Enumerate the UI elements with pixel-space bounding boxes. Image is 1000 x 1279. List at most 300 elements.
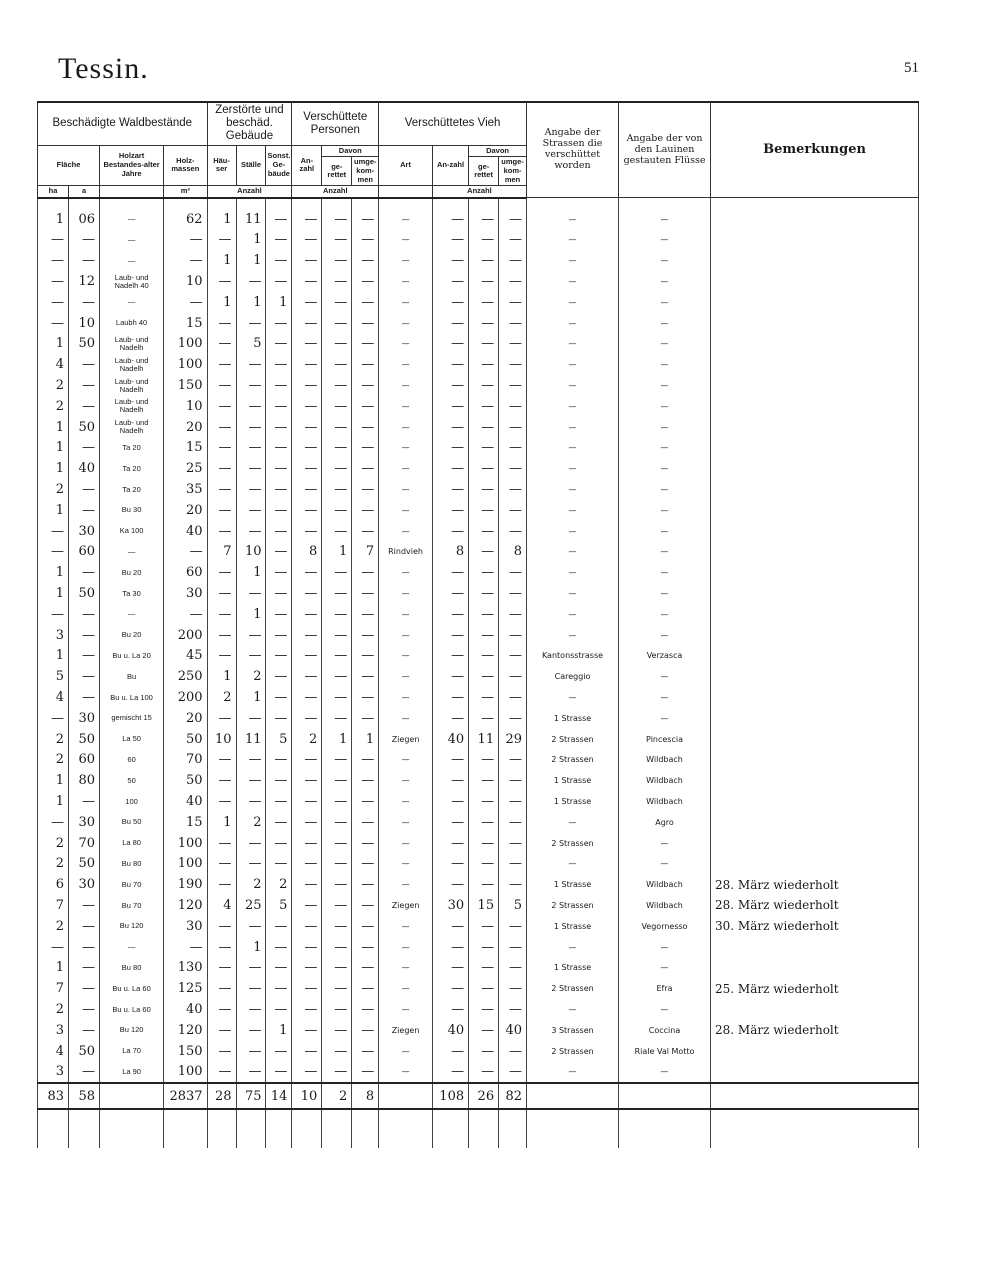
table-body bbox=[38, 198, 919, 1148]
cell-personen-umgekommen: — bbox=[352, 417, 379, 438]
cell-flaeche-a: 30 bbox=[69, 874, 100, 895]
cell-flaeche-a: 40 bbox=[69, 458, 100, 479]
cell-haeuser: — bbox=[207, 479, 236, 500]
cell-fluesse: — bbox=[619, 417, 711, 438]
cell-vieh-art: — bbox=[379, 666, 433, 687]
cell-flaeche-a: — bbox=[69, 562, 100, 583]
cell-flaeche-a: — bbox=[69, 791, 100, 812]
cell-holzart: — bbox=[100, 292, 164, 313]
cell-haeuser: — bbox=[207, 833, 236, 854]
cell-haeuser: — bbox=[207, 313, 236, 334]
cell-personen-gerettet: — bbox=[322, 957, 352, 978]
cell-holzmassen: 130 bbox=[164, 957, 207, 978]
cell-strassen: — bbox=[527, 562, 619, 583]
cell-vieh-gerettet: — bbox=[469, 479, 499, 500]
cell-staelle: — bbox=[236, 500, 266, 521]
cell-sonstige: — bbox=[266, 209, 292, 230]
cell-personen-anzahl: — bbox=[292, 521, 322, 542]
cell-vieh-anzahl: — bbox=[432, 209, 468, 230]
cell-vieh-art: Ziegen bbox=[379, 895, 433, 916]
cell-bemerkungen bbox=[711, 791, 919, 812]
cell-sonstige: — bbox=[266, 271, 292, 292]
cell-holzmassen: 120 bbox=[164, 1020, 207, 1041]
cell-personen-anzahl: — bbox=[292, 375, 322, 396]
cell-haeuser: — bbox=[207, 354, 236, 375]
cell-flaeche-a: — bbox=[69, 500, 100, 521]
cell-haeuser: — bbox=[207, 230, 236, 251]
unit-jahre-blank bbox=[100, 186, 164, 198]
cell-staelle: — bbox=[236, 438, 266, 459]
cell-flaeche-a: — bbox=[69, 292, 100, 313]
cell-holzmassen: 20 bbox=[164, 417, 207, 438]
cell-holzmassen: 100 bbox=[164, 1061, 207, 1083]
cell-vieh-gerettet: — bbox=[469, 1020, 499, 1041]
cell-fluesse: Agro bbox=[619, 812, 711, 833]
cell-vieh-gerettet: — bbox=[469, 583, 499, 604]
cell-vieh-anzahl: — bbox=[432, 687, 468, 708]
cell-strassen: — bbox=[527, 853, 619, 874]
cell-sonstige: — bbox=[266, 770, 292, 791]
cell-fluesse: — bbox=[619, 687, 711, 708]
cell-vieh-gerettet: — bbox=[469, 791, 499, 812]
cell-personen-gerettet bbox=[322, 198, 352, 209]
cell-sonstige: — bbox=[266, 812, 292, 833]
cell-haeuser bbox=[207, 198, 236, 209]
cell-personen-anzahl: — bbox=[292, 500, 322, 521]
cell-staelle: 11 bbox=[236, 729, 266, 750]
cell-staelle: 10 bbox=[236, 542, 266, 563]
cell-flaeche-ha: — bbox=[38, 542, 69, 563]
cell-flaeche-a: 80 bbox=[69, 770, 100, 791]
page-number: 51 bbox=[904, 60, 919, 76]
cell-vieh-anzahl: — bbox=[432, 708, 468, 729]
cell-haeuser: — bbox=[207, 521, 236, 542]
cell-vieh-anzahl: — bbox=[432, 770, 468, 791]
cell-bemerkungen bbox=[711, 583, 919, 604]
cell-vieh-art: — bbox=[379, 500, 433, 521]
cell-vieh-art bbox=[379, 1109, 433, 1148]
cell-vieh-anzahl: — bbox=[432, 583, 468, 604]
cell-vieh-gerettet: — bbox=[469, 271, 499, 292]
cell-vieh-anzahl: — bbox=[432, 562, 468, 583]
cell-fluesse: Riale Val Motto bbox=[619, 1041, 711, 1062]
cell-vieh-umgekommen: — bbox=[499, 853, 527, 874]
table-row bbox=[38, 458, 919, 479]
cell-bemerkungen bbox=[711, 666, 919, 687]
cell-vieh-umgekommen: — bbox=[499, 417, 527, 438]
header-personen: Verschüttete Personen bbox=[292, 102, 379, 145]
cell-vieh-gerettet: — bbox=[469, 978, 499, 999]
cell-vieh-gerettet: 26 bbox=[469, 1083, 499, 1109]
cell-staelle: — bbox=[236, 978, 266, 999]
cell-vieh-art: — bbox=[379, 687, 433, 708]
header-personen-umgekommen: umge-kom-men bbox=[352, 157, 379, 186]
cell-sonstige: — bbox=[266, 500, 292, 521]
cell-flaeche-a: — bbox=[69, 479, 100, 500]
cell-haeuser: — bbox=[207, 438, 236, 459]
cell-vieh-umgekommen: — bbox=[499, 687, 527, 708]
cell-holzart: Bu bbox=[100, 666, 164, 687]
cell-holzmassen bbox=[164, 1109, 207, 1148]
cell-personen-gerettet: 2 bbox=[322, 1083, 352, 1109]
cell-flaeche-ha: 1 bbox=[38, 562, 69, 583]
cell-holzmassen: 100 bbox=[164, 354, 207, 375]
cell-vieh-gerettet: 11 bbox=[469, 729, 499, 750]
cell-sonstige: — bbox=[266, 916, 292, 937]
cell-holzmassen: 200 bbox=[164, 625, 207, 646]
cell-fluesse: — bbox=[619, 250, 711, 271]
cell-flaeche-ha: 4 bbox=[38, 1041, 69, 1062]
cell-vieh-anzahl: — bbox=[432, 978, 468, 999]
cell-vieh-anzahl: — bbox=[432, 666, 468, 687]
cell-strassen bbox=[527, 1109, 619, 1148]
cell-personen-umgekommen: — bbox=[352, 479, 379, 500]
cell-personen-gerettet: — bbox=[322, 583, 352, 604]
cell-holzmassen: 40 bbox=[164, 999, 207, 1020]
cell-personen-umgekommen: — bbox=[352, 646, 379, 667]
cell-holzart bbox=[100, 1083, 164, 1109]
cell-vieh-gerettet: — bbox=[469, 770, 499, 791]
cell-sonstige bbox=[266, 1109, 292, 1148]
cell-personen-gerettet: — bbox=[322, 562, 352, 583]
header-haeuser: Häu-ser bbox=[207, 145, 236, 186]
cell-flaeche-ha: 2 bbox=[38, 916, 69, 937]
cell-bemerkungen bbox=[711, 1109, 919, 1148]
cell-vieh-gerettet: — bbox=[469, 708, 499, 729]
cell-vieh-anzahl: — bbox=[432, 791, 468, 812]
table-row bbox=[38, 604, 919, 625]
cell-strassen: — bbox=[527, 313, 619, 334]
cell-sonstige: — bbox=[266, 853, 292, 874]
cell-flaeche-a: — bbox=[69, 1061, 100, 1083]
cell-flaeche-a: — bbox=[69, 250, 100, 271]
cell-personen-umgekommen: — bbox=[352, 791, 379, 812]
cell-vieh-umgekommen bbox=[499, 198, 527, 209]
cell-vieh-anzahl: — bbox=[432, 354, 468, 375]
cell-personen-umgekommen: — bbox=[352, 1041, 379, 1062]
cell-holzart: Laubh 40 bbox=[100, 313, 164, 334]
cell-flaeche-a: 50 bbox=[69, 729, 100, 750]
cell-strassen: — bbox=[527, 521, 619, 542]
cell-personen-gerettet: — bbox=[322, 666, 352, 687]
cell-holzart: Laub- und Nadelh bbox=[100, 354, 164, 375]
cell-personen-anzahl: — bbox=[292, 604, 322, 625]
cell-haeuser: — bbox=[207, 396, 236, 417]
cell-strassen: — bbox=[527, 292, 619, 313]
cell-fluesse: — bbox=[619, 562, 711, 583]
cell-personen-gerettet: — bbox=[322, 292, 352, 313]
cell-personen-umgekommen: — bbox=[352, 292, 379, 313]
cell-flaeche-ha: — bbox=[38, 271, 69, 292]
cell-holzart: Bu u. La 60 bbox=[100, 978, 164, 999]
unit-anzahl-gebaeude: Anzahl bbox=[207, 186, 292, 198]
cell-personen-gerettet: — bbox=[322, 937, 352, 958]
cell-staelle: 11 bbox=[236, 209, 266, 230]
cell-staelle: 2 bbox=[236, 812, 266, 833]
cell-vieh-art: — bbox=[379, 978, 433, 999]
cell-vieh-umgekommen: — bbox=[499, 521, 527, 542]
cell-personen-umgekommen: — bbox=[352, 957, 379, 978]
cell-haeuser: — bbox=[207, 562, 236, 583]
cell-sonstige: — bbox=[266, 458, 292, 479]
cell-flaeche-ha: 5 bbox=[38, 666, 69, 687]
cell-vieh-gerettet: — bbox=[469, 750, 499, 771]
cell-sonstige: 2 bbox=[266, 874, 292, 895]
cell-personen-umgekommen: — bbox=[352, 895, 379, 916]
cell-bemerkungen: 25. März wiederholt bbox=[711, 978, 919, 999]
cell-personen-anzahl: — bbox=[292, 957, 322, 978]
cell-strassen: 2 Strassen bbox=[527, 1041, 619, 1062]
cell-vieh-anzahl: — bbox=[432, 334, 468, 355]
cell-vieh-umgekommen: — bbox=[499, 708, 527, 729]
cell-fluesse: Coccina bbox=[619, 1020, 711, 1041]
cell-vieh-umgekommen: — bbox=[499, 999, 527, 1020]
cell-personen-gerettet: — bbox=[322, 354, 352, 375]
cell-flaeche-a: — bbox=[69, 438, 100, 459]
cell-personen-gerettet: — bbox=[322, 978, 352, 999]
cell-holzmassen: 15 bbox=[164, 438, 207, 459]
cell-holzmassen bbox=[164, 198, 207, 209]
cell-flaeche-ha bbox=[38, 198, 69, 209]
cell-fluesse: — bbox=[619, 396, 711, 417]
cell-haeuser: — bbox=[207, 375, 236, 396]
cell-holzmassen: 50 bbox=[164, 770, 207, 791]
cell-personen-gerettet: — bbox=[322, 521, 352, 542]
cell-strassen: 1 Strasse bbox=[527, 791, 619, 812]
header-flaeche: Fläche bbox=[38, 145, 100, 186]
cell-sonstige: 5 bbox=[266, 729, 292, 750]
table-row bbox=[38, 708, 919, 729]
cell-sonstige: — bbox=[266, 937, 292, 958]
cell-personen-anzahl: — bbox=[292, 812, 322, 833]
cell-sonstige: — bbox=[266, 479, 292, 500]
cell-holzmassen: 20 bbox=[164, 708, 207, 729]
cell-flaeche-a: 70 bbox=[69, 833, 100, 854]
cell-sonstige: 5 bbox=[266, 895, 292, 916]
cell-vieh-umgekommen: 40 bbox=[499, 1020, 527, 1041]
cell-flaeche-a: — bbox=[69, 895, 100, 916]
cell-bemerkungen bbox=[711, 646, 919, 667]
cell-personen-gerettet: — bbox=[322, 625, 352, 646]
cell-vieh-anzahl: — bbox=[432, 396, 468, 417]
cell-personen-gerettet: — bbox=[322, 417, 352, 438]
header-gebaeude: Zerstörte und beschäd. Gebäude bbox=[207, 102, 292, 145]
cell-personen-anzahl: — bbox=[292, 271, 322, 292]
cell-haeuser: 1 bbox=[207, 250, 236, 271]
cell-strassen: — bbox=[527, 375, 619, 396]
cell-personen-anzahl: — bbox=[292, 853, 322, 874]
table-row bbox=[38, 978, 919, 999]
cell-bemerkungen: 28. März wiederholt bbox=[711, 1020, 919, 1041]
cell-personen-gerettet: — bbox=[322, 1061, 352, 1083]
cell-personen-anzahl: — bbox=[292, 417, 322, 438]
cell-strassen: — bbox=[527, 500, 619, 521]
cell-vieh-gerettet: — bbox=[469, 1041, 499, 1062]
cell-sonstige: — bbox=[266, 1061, 292, 1083]
cell-personen-gerettet: — bbox=[322, 770, 352, 791]
cell-vieh-gerettet: — bbox=[469, 542, 499, 563]
cell-vieh-umgekommen: — bbox=[499, 458, 527, 479]
cell-sonstige: — bbox=[266, 438, 292, 459]
cell-personen-gerettet: — bbox=[322, 334, 352, 355]
cell-personen-gerettet: — bbox=[322, 375, 352, 396]
cell-flaeche-ha: 7 bbox=[38, 895, 69, 916]
cell-flaeche-ha: 3 bbox=[38, 1061, 69, 1083]
cell-vieh-gerettet: — bbox=[469, 1061, 499, 1083]
cell-personen-umgekommen: — bbox=[352, 750, 379, 771]
table-row bbox=[38, 1020, 919, 1041]
cell-strassen: Kantonsstrasse bbox=[527, 646, 619, 667]
cell-haeuser: — bbox=[207, 957, 236, 978]
cell-personen-umgekommen: — bbox=[352, 770, 379, 791]
cell-bemerkungen bbox=[711, 1061, 919, 1083]
cell-holzart: — bbox=[100, 209, 164, 230]
cell-personen-gerettet: — bbox=[322, 708, 352, 729]
cell-fluesse: — bbox=[619, 957, 711, 978]
cell-bemerkungen bbox=[711, 209, 919, 230]
cell-strassen: — bbox=[527, 583, 619, 604]
cell-flaeche-a: 30 bbox=[69, 708, 100, 729]
cell-sonstige: — bbox=[266, 833, 292, 854]
cell-staelle: — bbox=[236, 916, 266, 937]
cell-vieh-gerettet: — bbox=[469, 209, 499, 230]
cell-vieh-gerettet: — bbox=[469, 625, 499, 646]
cell-holzart: gemischt 15 bbox=[100, 708, 164, 729]
cell-vieh-gerettet: — bbox=[469, 438, 499, 459]
cell-vieh-umgekommen: — bbox=[499, 812, 527, 833]
cell-personen-gerettet: — bbox=[322, 750, 352, 771]
cell-holzmassen: — bbox=[164, 542, 207, 563]
cell-vieh-art bbox=[379, 1083, 433, 1109]
unit-ha: ha bbox=[38, 186, 69, 198]
cell-vieh-art: — bbox=[379, 334, 433, 355]
cell-fluesse: — bbox=[619, 1061, 711, 1083]
cell-vieh-art: — bbox=[379, 937, 433, 958]
cell-vieh-umgekommen: — bbox=[499, 937, 527, 958]
cell-holzart: Bu 70 bbox=[100, 895, 164, 916]
cell-vieh-gerettet: — bbox=[469, 458, 499, 479]
cell-fluesse: — bbox=[619, 999, 711, 1020]
cell-vieh-art: — bbox=[379, 458, 433, 479]
cell-holzmassen: 120 bbox=[164, 895, 207, 916]
cell-vieh-art: — bbox=[379, 750, 433, 771]
cell-vieh-umgekommen: 29 bbox=[499, 729, 527, 750]
cell-personen-umgekommen: — bbox=[352, 354, 379, 375]
cell-bemerkungen: 30. März wiederholt bbox=[711, 916, 919, 937]
cell-strassen: — bbox=[527, 230, 619, 251]
cell-personen-umgekommen: — bbox=[352, 271, 379, 292]
cell-vieh-umgekommen: — bbox=[499, 833, 527, 854]
table-row bbox=[38, 354, 919, 375]
cell-staelle: — bbox=[236, 521, 266, 542]
cell-vieh-umgekommen: — bbox=[499, 604, 527, 625]
cell-flaeche-ha: — bbox=[38, 812, 69, 833]
cell-vieh-gerettet: — bbox=[469, 313, 499, 334]
table-row bbox=[38, 1041, 919, 1062]
cell-strassen: 3 Strassen bbox=[527, 1020, 619, 1041]
cell-staelle: — bbox=[236, 646, 266, 667]
cell-vieh-art: — bbox=[379, 417, 433, 438]
cell-holzart: Bu u. La 60 bbox=[100, 999, 164, 1020]
cell-holzart: Bu 120 bbox=[100, 916, 164, 937]
cell-flaeche-a: 10 bbox=[69, 313, 100, 334]
cell-personen-umgekommen: 8 bbox=[352, 1083, 379, 1109]
cell-fluesse: Wildbach bbox=[619, 750, 711, 771]
cell-haeuser: — bbox=[207, 625, 236, 646]
cell-strassen: — bbox=[527, 937, 619, 958]
cell-staelle: — bbox=[236, 853, 266, 874]
cell-haeuser: 2 bbox=[207, 687, 236, 708]
damage-table bbox=[37, 101, 919, 1148]
cell-bemerkungen bbox=[711, 458, 919, 479]
table-row bbox=[38, 812, 919, 833]
cell-flaeche-a: 06 bbox=[69, 209, 100, 230]
cell-personen-gerettet: — bbox=[322, 500, 352, 521]
cell-vieh-anzahl: — bbox=[432, 625, 468, 646]
cell-strassen: — bbox=[527, 542, 619, 563]
cell-strassen: 2 Strassen bbox=[527, 729, 619, 750]
cell-holzmassen: — bbox=[164, 292, 207, 313]
cell-personen-umgekommen: — bbox=[352, 833, 379, 854]
cell-flaeche-a: — bbox=[69, 230, 100, 251]
cell-holzmassen: 40 bbox=[164, 791, 207, 812]
cell-staelle: — bbox=[236, 791, 266, 812]
cell-fluesse: — bbox=[619, 438, 711, 459]
cell-vieh-anzahl: — bbox=[432, 417, 468, 438]
cell-personen-anzahl: 2 bbox=[292, 729, 322, 750]
cell-personen-gerettet: — bbox=[322, 250, 352, 271]
cell-holzart: — bbox=[100, 937, 164, 958]
table-row bbox=[38, 791, 919, 812]
cell-flaeche-ha: 2 bbox=[38, 729, 69, 750]
cell-vieh-art bbox=[379, 198, 433, 209]
cell-haeuser: — bbox=[207, 417, 236, 438]
cell-holzart: Ka 100 bbox=[100, 521, 164, 542]
cell-flaeche-a: 60 bbox=[69, 542, 100, 563]
cell-holzmassen: 125 bbox=[164, 978, 207, 999]
cell-flaeche-ha: 1 bbox=[38, 334, 69, 355]
cell-personen-anzahl: — bbox=[292, 396, 322, 417]
cell-flaeche-ha: 2 bbox=[38, 853, 69, 874]
cell-vieh-anzahl: — bbox=[432, 604, 468, 625]
cell-bemerkungen bbox=[711, 833, 919, 854]
cell-flaeche-ha: — bbox=[38, 230, 69, 251]
cell-sonstige: — bbox=[266, 542, 292, 563]
cell-strassen: — bbox=[527, 812, 619, 833]
header-vieh: Verschüttetes Vieh bbox=[379, 102, 527, 145]
cell-personen-umgekommen: — bbox=[352, 396, 379, 417]
cell-sonstige: — bbox=[266, 625, 292, 646]
cell-holzart: Bu 30 bbox=[100, 500, 164, 521]
cell-personen-umgekommen: — bbox=[352, 500, 379, 521]
total-row bbox=[38, 1083, 919, 1109]
cell-personen-anzahl: — bbox=[292, 562, 322, 583]
cell-personen-anzahl: — bbox=[292, 458, 322, 479]
cell-fluesse: — bbox=[619, 354, 711, 375]
cell-flaeche-a: 30 bbox=[69, 521, 100, 542]
cell-vieh-art: — bbox=[379, 957, 433, 978]
cell-vieh-umgekommen: — bbox=[499, 313, 527, 334]
cell-vieh-gerettet: — bbox=[469, 230, 499, 251]
cell-vieh-umgekommen: 82 bbox=[499, 1083, 527, 1109]
cell-haeuser: — bbox=[207, 583, 236, 604]
cell-vieh-gerettet: — bbox=[469, 521, 499, 542]
cell-bemerkungen bbox=[711, 687, 919, 708]
cell-flaeche-a: — bbox=[69, 978, 100, 999]
cell-flaeche-ha: 83 bbox=[38, 1083, 69, 1109]
cell-strassen: 1 Strasse bbox=[527, 874, 619, 895]
cell-strassen: — bbox=[527, 271, 619, 292]
